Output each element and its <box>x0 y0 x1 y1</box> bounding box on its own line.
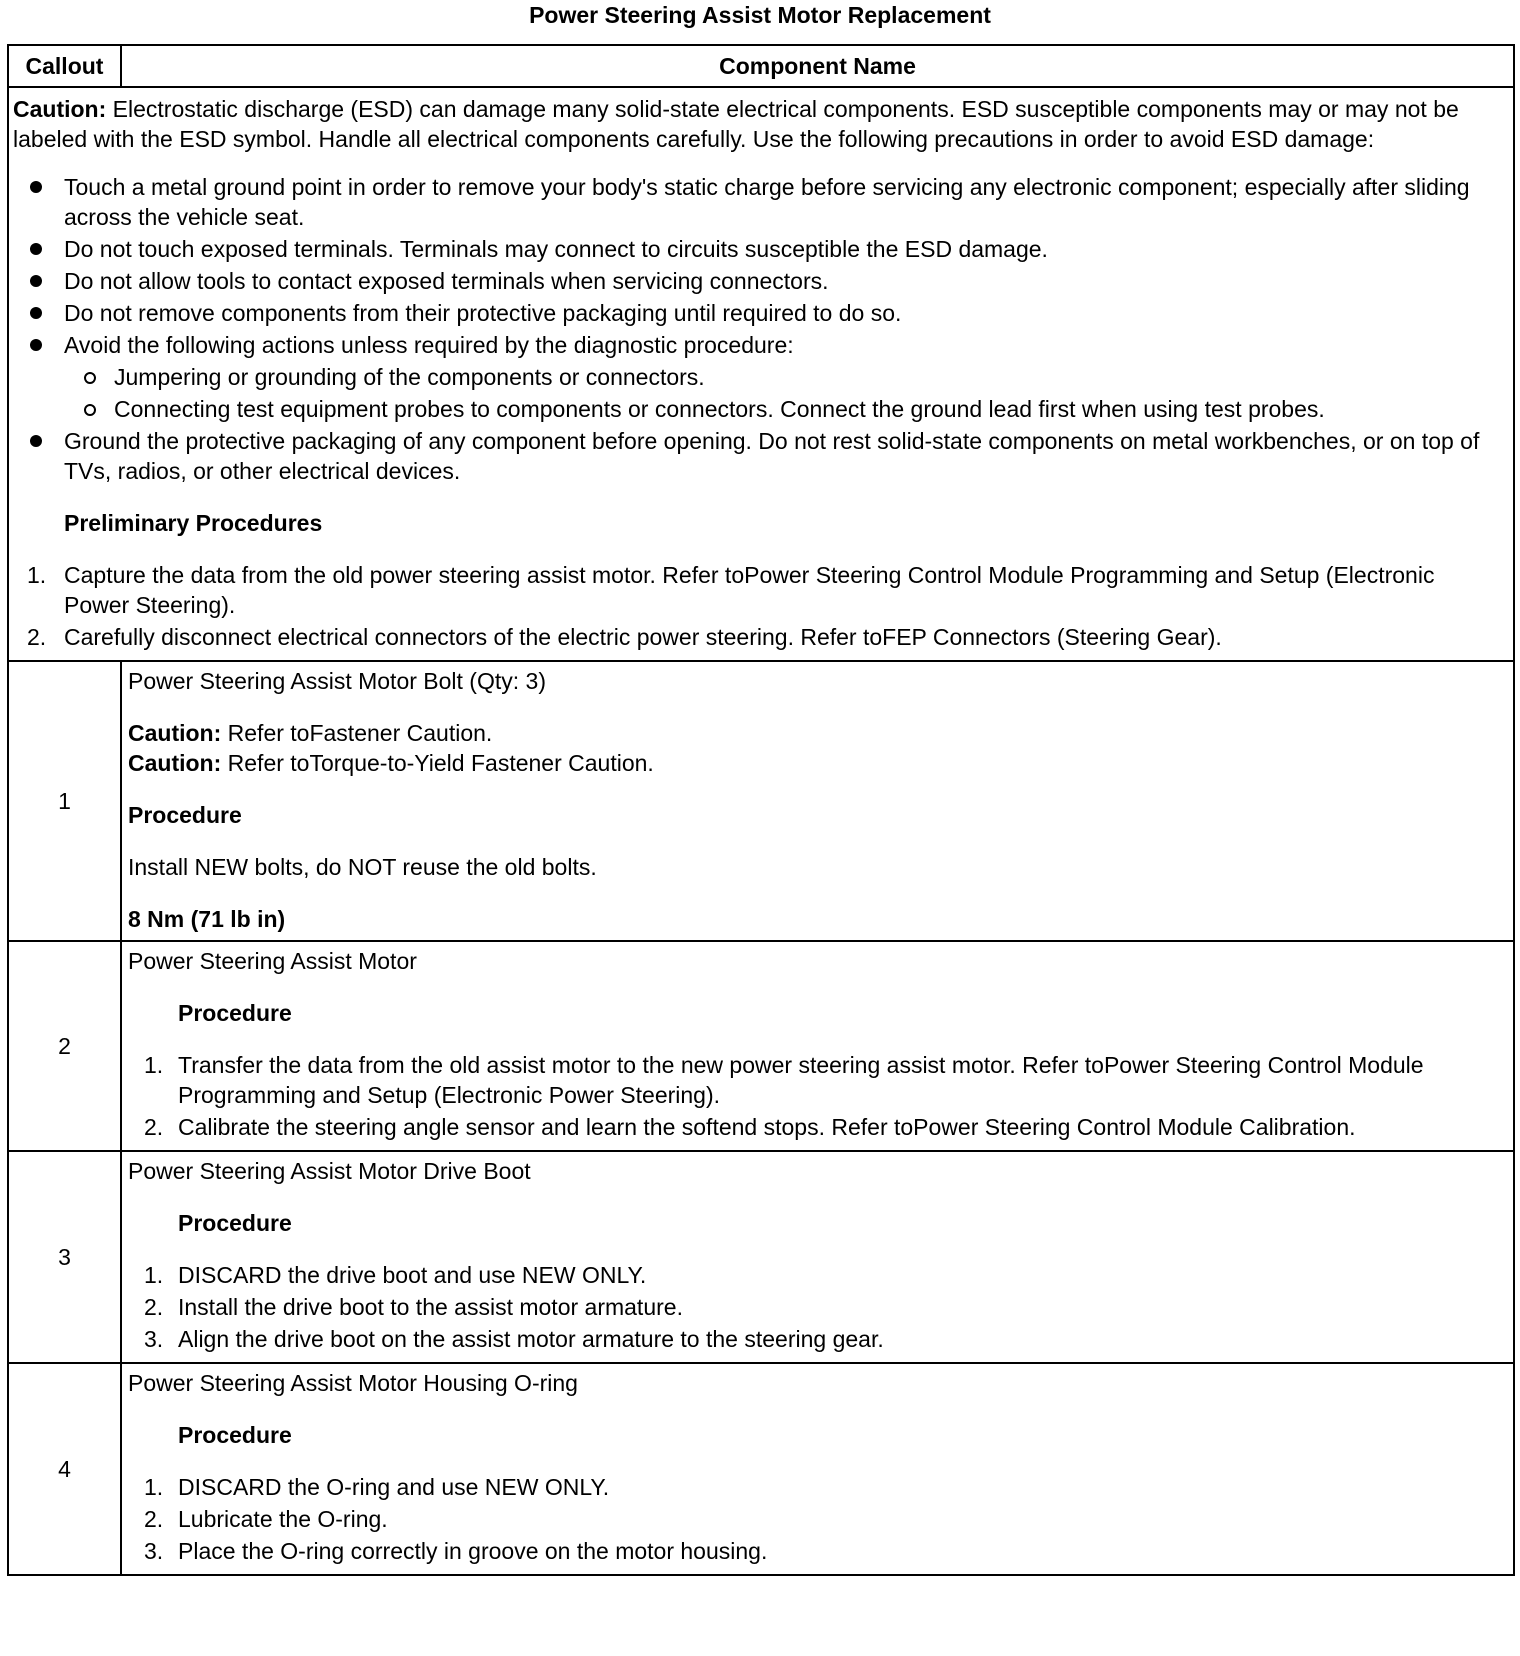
step-item <box>13 560 1505 620</box>
step-item <box>128 1112 1505 1142</box>
step-text: Calibrate the steering angle sensor and learn the softend stops. Refer toPower Steering Control Module Calibration. <box>178 1114 1356 1140</box>
torque-to-yield-caution <box>128 748 1505 778</box>
step-text: Capture the data from the old power steering assist motor. Refer toPower Steering Control Module Programming and Setup (Electronic Power Steering). <box>64 562 1435 618</box>
step-item <box>13 622 1505 652</box>
procedure-steps <box>128 1472 1505 1566</box>
table-row <box>8 1151 1514 1363</box>
list-item: Do not allow tools to contact exposed terminals when servicing connectors. <box>13 266 1505 296</box>
page-title: Power Steering Assist Motor Replacement <box>529 2 991 28</box>
step-number: 2. <box>144 1114 164 1140</box>
step-number: 2. <box>144 1294 164 1320</box>
esd-precautions-list <box>13 172 1505 486</box>
list-item: Do not touch exposed terminals. Terminals may connect to circuits susceptible the ESD damage. <box>13 234 1505 264</box>
list-item: Do not remove components from their protective packaging until required to do so. <box>13 298 1505 328</box>
component-cell <box>121 661 1514 941</box>
torque-spec: 8 Nm (71 lb in) <box>128 906 286 932</box>
caution-cell <box>8 87 1514 661</box>
procedure-heading: Procedure <box>128 802 242 828</box>
step-text: Place the O-ring correctly in groove on the motor housing. <box>178 1538 768 1564</box>
table-row <box>8 941 1514 1151</box>
step-text: Install the drive boot to the assist motor armature. <box>178 1294 683 1320</box>
component-cell <box>121 941 1514 1151</box>
sub-list <box>64 362 1505 424</box>
caution-text: Refer toTorque-to-Yield Fastener Caution. <box>221 750 654 776</box>
procedure-table <box>7 44 1515 1576</box>
step-number: 3. <box>144 1326 164 1352</box>
fastener-caution <box>128 718 1505 748</box>
caution-label: Caution: <box>128 750 222 776</box>
preliminary-procedures-heading: Preliminary Procedures <box>64 510 323 536</box>
component-name-header: Component Name <box>121 45 1514 87</box>
component-cell <box>121 1363 1514 1575</box>
step-item <box>128 1536 1505 1566</box>
procedure-heading: Procedure <box>178 1000 292 1026</box>
list-item-text: Avoid the following actions unless required by the diagnostic procedure: <box>64 332 794 358</box>
callout-header: Callout <box>8 45 121 87</box>
step-number: 1. <box>144 1474 164 1500</box>
list-item <box>13 330 1505 424</box>
step-item <box>128 1504 1505 1534</box>
caution-text: Refer toFastener Caution. <box>221 720 493 746</box>
caution-label: Caution: <box>13 96 107 122</box>
step-number: 1. <box>144 1262 164 1288</box>
step-text: DISCARD the O-ring and use NEW ONLY. <box>178 1474 610 1500</box>
component-name: Power Steering Assist Motor Bolt (Qty: 3) <box>128 668 546 694</box>
step-text: DISCARD the drive boot and use NEW ONLY. <box>178 1262 647 1288</box>
procedure-text: Install NEW bolts, do NOT reuse the old bolts. <box>128 854 597 880</box>
step-item <box>128 1292 1505 1322</box>
table-row <box>8 1363 1514 1575</box>
step-item <box>128 1472 1505 1502</box>
step-text: Carefully disconnect electrical connectors of the electric power steering. Refer toFEP Connectors (Steering Gear). <box>64 624 1222 650</box>
table-header-row <box>8 45 1514 87</box>
esd-caution-paragraph <box>13 94 1505 154</box>
procedure-heading: Procedure <box>178 1210 292 1236</box>
step-item <box>128 1260 1505 1290</box>
step-number: 1. <box>144 1052 164 1078</box>
step-number: 1. <box>27 562 47 588</box>
procedure-heading: Procedure <box>178 1422 292 1448</box>
component-name: Power Steering Assist Motor Housing O-ring <box>128 1370 578 1396</box>
step-text: Lubricate the O-ring. <box>178 1506 388 1532</box>
caution-label: Caution: <box>128 720 222 746</box>
caution-text: Electrostatic discharge (ESD) can damage many solid-state electrical components. ESD susceptible components may or may not be labeled with the ESD symbol. Handle all electrical components carefully. Use the following precautions in order to avoid ESD damage: <box>13 96 1459 152</box>
list-item: Touch a metal ground point in order to remove your body's static charge before servicing any electronic component; especially after sliding across the vehicle seat. <box>13 172 1505 232</box>
table-row <box>8 661 1514 941</box>
sub-list-item: Jumpering or grounding of the components or connectors. <box>64 362 1505 392</box>
step-number: 2. <box>27 624 47 650</box>
callout-cell: 1 <box>8 661 121 941</box>
list-item: Ground the protective packaging of any component before opening. Do not rest solid-state components on metal workbenches, or on top of TVs, radios, or other electrical devices. <box>13 426 1505 486</box>
step-item <box>128 1324 1505 1354</box>
sub-list-item: Connecting test equipment probes to components or connectors. Connect the ground lead first when using test probes. <box>64 394 1505 424</box>
callout-cell: 2 <box>8 941 121 1151</box>
step-item <box>128 1050 1505 1110</box>
callout-cell: 4 <box>8 1363 121 1575</box>
component-cell <box>121 1151 1514 1363</box>
component-name: Power Steering Assist Motor Drive Boot <box>128 1158 531 1184</box>
step-number: 3. <box>144 1538 164 1564</box>
procedure-steps <box>128 1260 1505 1354</box>
step-text: Transfer the data from the old assist motor to the new power steering assist motor. Refer toPower Steering Control Module Programming and Setup (Electronic Power Steering). <box>178 1052 1424 1108</box>
step-text: Align the drive boot on the assist motor armature to the steering gear. <box>178 1326 884 1352</box>
callout-cell: 3 <box>8 1151 121 1363</box>
preliminary-steps-list <box>13 560 1505 652</box>
component-name: Power Steering Assist Motor <box>128 948 417 974</box>
procedure-steps <box>128 1050 1505 1142</box>
step-number: 2. <box>144 1506 164 1532</box>
caution-row <box>8 87 1514 661</box>
